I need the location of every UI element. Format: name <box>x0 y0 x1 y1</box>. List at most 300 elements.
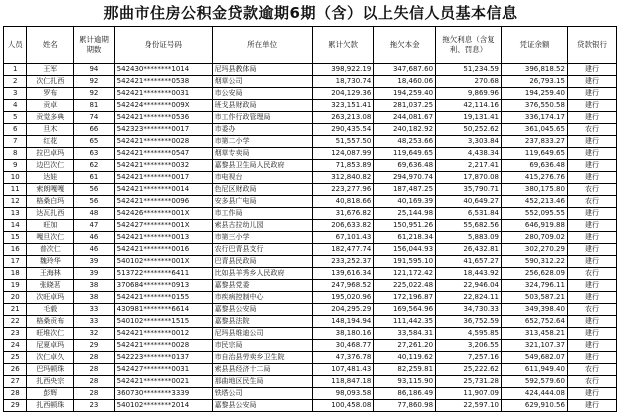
cell-name: 格桑贡布 <box>27 316 74 328</box>
cell-interest: 7,257.16 <box>436 352 502 364</box>
table-row <box>4 304 617 316</box>
cell-name: 次仁卓久 <box>27 352 74 364</box>
table-row <box>4 340 617 352</box>
cell-index: 22 <box>4 316 27 328</box>
cell-interest: 17,870.08 <box>436 172 502 184</box>
cell-id-number: 542421********0028 <box>114 340 212 352</box>
cell-bank: 建行 <box>567 292 616 304</box>
cell-id-number: 540102********2014 <box>114 400 212 412</box>
cell-total: 124,087.99 <box>312 148 374 160</box>
cell-principal: 40,119.62 <box>374 352 436 364</box>
table-row <box>4 280 617 292</box>
cell-interest: 2,217.41 <box>436 160 502 172</box>
table-row <box>4 208 617 220</box>
cell-principal: 18,460.06 <box>374 76 436 88</box>
cell-id-number: 542421********0538 <box>114 76 212 88</box>
cell-balance: 324,796.11 <box>502 280 568 292</box>
cell-principal: 156,044.93 <box>374 244 436 256</box>
cell-total: 67,101.43 <box>312 232 374 244</box>
cell-interest: 41,657.27 <box>436 256 502 268</box>
cell-bank: 建行 <box>567 256 616 268</box>
cell-id-number: 542421********0536 <box>114 112 212 124</box>
cell-name: 罗布 <box>27 88 74 100</box>
cell-balance: 424,444.08 <box>502 388 568 400</box>
cell-principal: 82,259.81 <box>374 364 436 376</box>
cell-months: 66 <box>74 124 114 136</box>
cell-balance: 376,550.58 <box>502 100 568 112</box>
cell-principal: 40,169.39 <box>374 196 436 208</box>
cell-total: 398,922.19 <box>312 64 374 76</box>
cell-index: 18 <box>4 268 27 280</box>
cell-unit: 班戈县财政局 <box>212 100 312 112</box>
table-row <box>4 184 617 196</box>
cell-total: 204,129.36 <box>312 88 374 100</box>
cell-bank: 农行 <box>567 184 616 196</box>
cell-principal: 77,860.98 <box>374 400 436 412</box>
cell-id-number: 542427********001X <box>114 220 212 232</box>
cell-unit: 烟草公司 <box>212 76 312 88</box>
cell-unit: 市工作行政管理局 <box>212 112 312 124</box>
cell-balance: 549,682.07 <box>502 352 568 364</box>
data-table <box>3 26 617 412</box>
cell-id-number: 542421********0013 <box>114 232 212 244</box>
cell-months: 28 <box>74 364 114 376</box>
table-row <box>4 172 617 184</box>
cell-bank: 建行 <box>567 340 616 352</box>
cell-unit: 索县古拉幼儿园 <box>212 220 312 232</box>
cell-balance: 280,709.02 <box>502 232 568 244</box>
cell-balance: 652,752.64 <box>502 316 568 328</box>
cell-total: 47,376.78 <box>312 352 374 364</box>
cell-name: 次仁扎西 <box>27 76 74 88</box>
cell-months: 29 <box>74 340 114 352</box>
cell-bank: 建行 <box>567 208 616 220</box>
cell-unit: 市委办 <box>212 124 312 136</box>
cell-index: 7 <box>4 136 27 148</box>
cell-total: 100,458.08 <box>312 400 374 412</box>
cell-interest: 35,790.71 <box>436 184 502 196</box>
table-row <box>4 244 617 256</box>
cell-id-number: 360730********3339 <box>114 388 212 400</box>
cell-months: 48 <box>74 208 114 220</box>
cell-total: 312,840.82 <box>312 172 374 184</box>
cell-bank: 建行 <box>567 112 616 124</box>
cell-balance: 380,175.80 <box>502 184 568 196</box>
cell-principal: 86,186.49 <box>374 388 436 400</box>
cell-id-number: 542421********0012 <box>114 328 212 340</box>
cell-interest: 3,206.55 <box>436 340 502 352</box>
table-row <box>4 352 617 364</box>
cell-id-number: 540102********1515 <box>114 316 212 328</box>
cell-interest: 50,252.62 <box>436 124 502 136</box>
cell-index: 10 <box>4 172 27 184</box>
cell-id-number: 542424********009X <box>114 100 212 112</box>
cell-index: 1 <box>4 64 27 76</box>
cell-months: 47 <box>74 220 114 232</box>
cell-total: 263,213.08 <box>312 112 374 124</box>
cell-total: 118,847.18 <box>312 376 374 388</box>
cell-unit: 铁塔公司 <box>212 388 312 400</box>
cell-unit: 巴青县民政局 <box>212 256 312 268</box>
cell-id-number: 542421********0031 <box>114 88 212 100</box>
cell-id-number: 542421********0016 <box>114 244 212 256</box>
cell-interest: 22,597.10 <box>436 400 502 412</box>
cell-total: 233,252.37 <box>312 256 374 268</box>
table-row <box>4 292 617 304</box>
cell-unit: 索县县经济十二局 <box>212 364 312 376</box>
cell-index: 19 <box>4 280 27 292</box>
table-row <box>4 232 617 244</box>
cell-index: 29 <box>4 400 27 412</box>
table-row <box>4 364 617 376</box>
cell-id-number: 540102********001X <box>114 256 212 268</box>
cell-index: 3 <box>4 88 27 100</box>
cell-index: 14 <box>4 220 27 232</box>
cell-principal: 61,218.34 <box>374 232 436 244</box>
cell-interest: 19,131.41 <box>436 112 502 124</box>
cell-months: 39 <box>74 268 114 280</box>
cell-bank: 建行 <box>567 148 616 160</box>
cell-total: 98,093.58 <box>312 388 374 400</box>
cell-total: 40,818.66 <box>312 196 374 208</box>
cell-bank: 农行 <box>567 304 616 316</box>
cell-months: 23 <box>74 400 114 412</box>
cell-balance: 361,045.65 <box>502 124 568 136</box>
cell-name: 达娃 <box>27 172 74 184</box>
table-row <box>4 76 617 88</box>
col-header-balance: 凭证余额 <box>502 27 568 64</box>
cell-balance: 321,107.37 <box>502 340 568 352</box>
cell-unit: 市民宗局 <box>212 340 312 352</box>
table-row <box>4 328 617 340</box>
cell-balance: 503,587.21 <box>502 292 568 304</box>
col-header-months: 累计逾期期数 <box>74 27 114 64</box>
cell-unit: 市自治县劳卖乡卫生院 <box>212 352 312 364</box>
table-row <box>4 400 617 412</box>
cell-total: 31,676.82 <box>312 208 374 220</box>
cell-unit: 农行巴青县支行 <box>212 244 312 256</box>
cell-index: 6 <box>4 124 27 136</box>
cell-name: 毛毅 <box>27 304 74 316</box>
cell-index: 11 <box>4 184 27 196</box>
cell-interest: 5,883.09 <box>436 232 502 244</box>
col-header-principal: 拖欠本金 <box>374 27 436 64</box>
cell-id-number: 542421********0028 <box>114 136 212 148</box>
cell-unit: 安多县广电局 <box>212 196 312 208</box>
cell-principal: 25,144.98 <box>374 208 436 220</box>
cell-interest: 11,907.09 <box>436 388 502 400</box>
cell-bank: 建行 <box>567 280 616 292</box>
cell-months: 92 <box>74 76 114 88</box>
cell-bank: 农行 <box>567 376 616 388</box>
cell-interest: 36,752.59 <box>436 316 502 328</box>
cell-unit: 市第三小学 <box>212 232 312 244</box>
cell-id-number: 542427********0031 <box>114 364 212 376</box>
cell-name: 张晓茗 <box>27 280 74 292</box>
cell-principal: 347,687.60 <box>374 64 436 76</box>
cell-name: 彭辉 <box>27 388 74 400</box>
cell-principal: 48,253.66 <box>374 136 436 148</box>
cell-balance: 69,636.48 <box>502 160 568 172</box>
cell-balance: 313,458.21 <box>502 328 568 340</box>
cell-interest: 3,303.84 <box>436 136 502 148</box>
cell-balance: 611,949.40 <box>502 364 568 376</box>
cell-unit: 市公安局 <box>212 88 312 100</box>
cell-bank: 农行 <box>567 364 616 376</box>
cell-total: 18,730.74 <box>312 76 374 88</box>
cell-interest: 4,438.34 <box>436 148 502 160</box>
cell-index: 15 <box>4 232 27 244</box>
cell-balance: 415,276.76 <box>502 172 568 184</box>
cell-bank: 农行 <box>567 124 616 136</box>
cell-total: 71,853.89 <box>312 160 374 172</box>
cell-bank: 建行 <box>567 88 616 100</box>
cell-id-number: 542426********001X <box>114 208 212 220</box>
cell-unit: 市工作局 <box>212 208 312 220</box>
cell-interest: 22,824.11 <box>436 292 502 304</box>
cell-months: 94 <box>74 64 114 76</box>
cell-total: 38,180.16 <box>312 328 374 340</box>
cell-bank: 建行 <box>567 160 616 172</box>
cell-total: 223,277.96 <box>312 184 374 196</box>
cell-unit: 嘉黎县法院 <box>212 316 312 328</box>
cell-unit: 嘉黎县公安局 <box>212 400 312 412</box>
cell-bank: 建行 <box>567 136 616 148</box>
table-row <box>4 388 617 400</box>
cell-principal: 281,037.25 <box>374 100 436 112</box>
table-row <box>4 100 617 112</box>
cell-principal: 172,196.87 <box>374 292 436 304</box>
table-row <box>4 220 617 232</box>
cell-index: 16 <box>4 244 27 256</box>
cell-months: 38 <box>74 292 114 304</box>
cell-index: 24 <box>4 340 27 352</box>
cell-balance: 552,095.55 <box>502 208 568 220</box>
cell-months: 56 <box>74 196 114 208</box>
cell-interest: 40,649.27 <box>436 196 502 208</box>
cell-id-number: 542223********0137 <box>114 352 212 364</box>
cell-bank: 建行 <box>567 352 616 364</box>
cell-name: 贡觉多典 <box>27 112 74 124</box>
cell-principal: 119,649.65 <box>374 148 436 160</box>
cell-balance: 256,628.09 <box>502 268 568 280</box>
cell-total: 139,616.34 <box>312 268 374 280</box>
table-row <box>4 196 617 208</box>
cell-bank: 建行 <box>567 172 616 184</box>
cell-id-number: 542430********1014 <box>114 64 212 76</box>
cell-balance: 26,793.15 <box>502 76 568 88</box>
cell-id-number: 513722********6411 <box>114 268 212 280</box>
cell-bank: 农行 <box>567 196 616 208</box>
col-header-unit: 所在单位 <box>212 27 312 64</box>
cell-principal: 240,182.92 <box>374 124 436 136</box>
col-header-index: 人员 <box>4 27 27 64</box>
cell-balance: 396,818.52 <box>502 64 568 76</box>
cell-index: 12 <box>4 196 27 208</box>
table-header-row <box>4 27 617 64</box>
cell-principal: 191,595.10 <box>374 256 436 268</box>
cell-months: 56 <box>74 184 114 196</box>
cell-unit: 比如县羊秀乡人民政府 <box>212 268 312 280</box>
cell-interest: 18,443.92 <box>436 268 502 280</box>
cell-months: 61 <box>74 172 114 184</box>
cell-balance: 349,398.40 <box>502 304 568 316</box>
cell-name: 达瓦扎西 <box>27 208 74 220</box>
table-row <box>4 64 617 76</box>
cell-unit: 嘉黎县党委 <box>212 280 312 292</box>
cell-bank: 建行 <box>567 316 616 328</box>
cell-unit: 市疾病控制中心 <box>212 292 312 304</box>
cell-interest: 9,869.96 <box>436 88 502 100</box>
cell-unit: 嘉黎县卫生局人民政府 <box>212 160 312 172</box>
col-header-bank: 贷款银行 <box>567 27 616 64</box>
cell-bank: 建行 <box>567 232 616 244</box>
cell-unit: 色尼区财政局 <box>212 184 312 196</box>
cell-balance: 302,270.29 <box>502 244 568 256</box>
cell-balance: 592,579.60 <box>502 376 568 388</box>
document-title: 那曲市住房公积金贷款逾期6期（含）以上失信人员基本信息 <box>103 4 518 22</box>
cell-months: 32 <box>74 328 114 340</box>
cell-principal: 27,261.20 <box>374 340 436 352</box>
cell-interest: 26,432.81 <box>436 244 502 256</box>
cell-index: 4 <box>4 100 27 112</box>
cell-bank: 农行 <box>567 268 616 280</box>
cell-index: 20 <box>4 292 27 304</box>
table-row <box>4 256 617 268</box>
cell-unit: 尼玛县教体局 <box>212 64 312 76</box>
col-header-name: 姓名 <box>27 27 74 64</box>
cell-months: 33 <box>74 316 114 328</box>
cell-index: 8 <box>4 148 27 160</box>
cell-id-number: 370684********0913 <box>114 280 212 292</box>
cell-balance: 119,649.65 <box>502 148 568 160</box>
cell-months: 46 <box>74 232 114 244</box>
cell-principal: 169,564.96 <box>374 304 436 316</box>
cell-index: 25 <box>4 352 27 364</box>
table-row <box>4 88 617 100</box>
cell-bank: 建行 <box>567 76 616 88</box>
table-row <box>4 316 617 328</box>
cell-index: 27 <box>4 376 27 388</box>
cell-unit: 市电视台 <box>212 172 312 184</box>
cell-id-number: 542323********0017 <box>114 124 212 136</box>
cell-months: 38 <box>74 280 114 292</box>
cell-unit: 那曲地区民生局 <box>212 376 312 388</box>
cell-name: 旦木 <box>27 124 74 136</box>
cell-months: 39 <box>74 256 114 268</box>
cell-months: 81 <box>74 100 114 112</box>
table-row <box>4 376 617 388</box>
cell-balance: 336,174.17 <box>502 112 568 124</box>
cell-name: 巴玛顿珠 <box>27 364 74 376</box>
cell-balance: 452,213.46 <box>502 196 568 208</box>
cell-months: 28 <box>74 376 114 388</box>
cell-bank: 建行 <box>567 244 616 256</box>
cell-months: 63 <box>74 148 114 160</box>
cell-months: 28 <box>74 352 114 364</box>
cell-principal: 121,172.42 <box>374 268 436 280</box>
table-row <box>4 136 617 148</box>
cell-name: 尼夏卓玛 <box>27 340 74 352</box>
cell-name: 扎西央宗 <box>27 376 74 388</box>
cell-name: 魏玲华 <box>27 256 74 268</box>
cell-total: 30,468.77 <box>312 340 374 352</box>
table-row <box>4 268 617 280</box>
cell-id-number: 542421********0547 <box>114 148 212 160</box>
cell-balance: 629,910.56 <box>502 400 568 412</box>
cell-months: 65 <box>74 136 114 148</box>
cell-total: 290,435.54 <box>312 124 374 136</box>
cell-total: 182,477.74 <box>312 244 374 256</box>
cell-name: 次旺卓玛 <box>27 292 74 304</box>
cell-interest: 34,730.33 <box>436 304 502 316</box>
cell-index: 13 <box>4 208 27 220</box>
cell-index: 26 <box>4 364 27 376</box>
cell-interest: 22,946.04 <box>436 280 502 292</box>
cell-name: 边巴次仁 <box>27 160 74 172</box>
cell-months: 33 <box>74 304 114 316</box>
cell-index: 21 <box>4 304 27 316</box>
cell-months: 74 <box>74 112 114 124</box>
cell-unit: 嘉黎县公安局 <box>212 304 312 316</box>
cell-balance: 237,833.27 <box>502 136 568 148</box>
cell-name: 格桑白玛 <box>27 196 74 208</box>
cell-name: 普次仁 <box>27 244 74 256</box>
cell-name: 扎西顿珠 <box>27 400 74 412</box>
cell-balance: 646,919.88 <box>502 220 568 232</box>
cell-id-number: 542421********0014 <box>114 184 212 196</box>
cell-index: 5 <box>4 112 27 124</box>
cell-months: 62 <box>74 160 114 172</box>
cell-name: 旺加 <box>27 220 74 232</box>
cell-total: 204,295.29 <box>312 304 374 316</box>
cell-principal: 69,636.48 <box>374 160 436 172</box>
cell-bank: 建行 <box>567 64 616 76</box>
cell-interest: 4,595.85 <box>436 328 502 340</box>
cell-bank: 建行 <box>567 388 616 400</box>
cell-balance: 590,312.22 <box>502 256 568 268</box>
cell-id-number: 430981********6614 <box>114 304 212 316</box>
cell-name: 索朗嘎嘎 <box>27 184 74 196</box>
cell-unit: 烟草专卖局 <box>212 148 312 160</box>
cell-principal: 111,442.35 <box>374 316 436 328</box>
cell-months: 28 <box>74 388 114 400</box>
cell-name: 王海林 <box>27 268 74 280</box>
cell-bank: 建行 <box>567 220 616 232</box>
table-row <box>4 124 617 136</box>
cell-principal: 150,951.26 <box>374 220 436 232</box>
col-header-id: 身份证号码 <box>114 27 212 64</box>
cell-name: 王军 <box>27 64 74 76</box>
table-row <box>4 148 617 160</box>
col-header-interest: 拖欠利息（含复利、罚息） <box>436 27 502 64</box>
cell-id-number: 542421********0032 <box>114 160 212 172</box>
cell-bank: 建行 <box>567 100 616 112</box>
cell-index: 23 <box>4 328 27 340</box>
cell-principal: 93,115.90 <box>374 376 436 388</box>
cell-months: 92 <box>74 88 114 100</box>
cell-index: 9 <box>4 160 27 172</box>
cell-interest: 6,531.84 <box>436 208 502 220</box>
cell-total: 51,557.50 <box>312 136 374 148</box>
cell-id-number: 542421********0017 <box>114 172 212 184</box>
cell-interest: 25,222.62 <box>436 364 502 376</box>
cell-index: 2 <box>4 76 27 88</box>
cell-principal: 194,259.40 <box>374 88 436 100</box>
cell-total: 148,194.94 <box>312 316 374 328</box>
cell-name: 贡卓 <box>27 100 74 112</box>
cell-interest: 42,114.16 <box>436 100 502 112</box>
